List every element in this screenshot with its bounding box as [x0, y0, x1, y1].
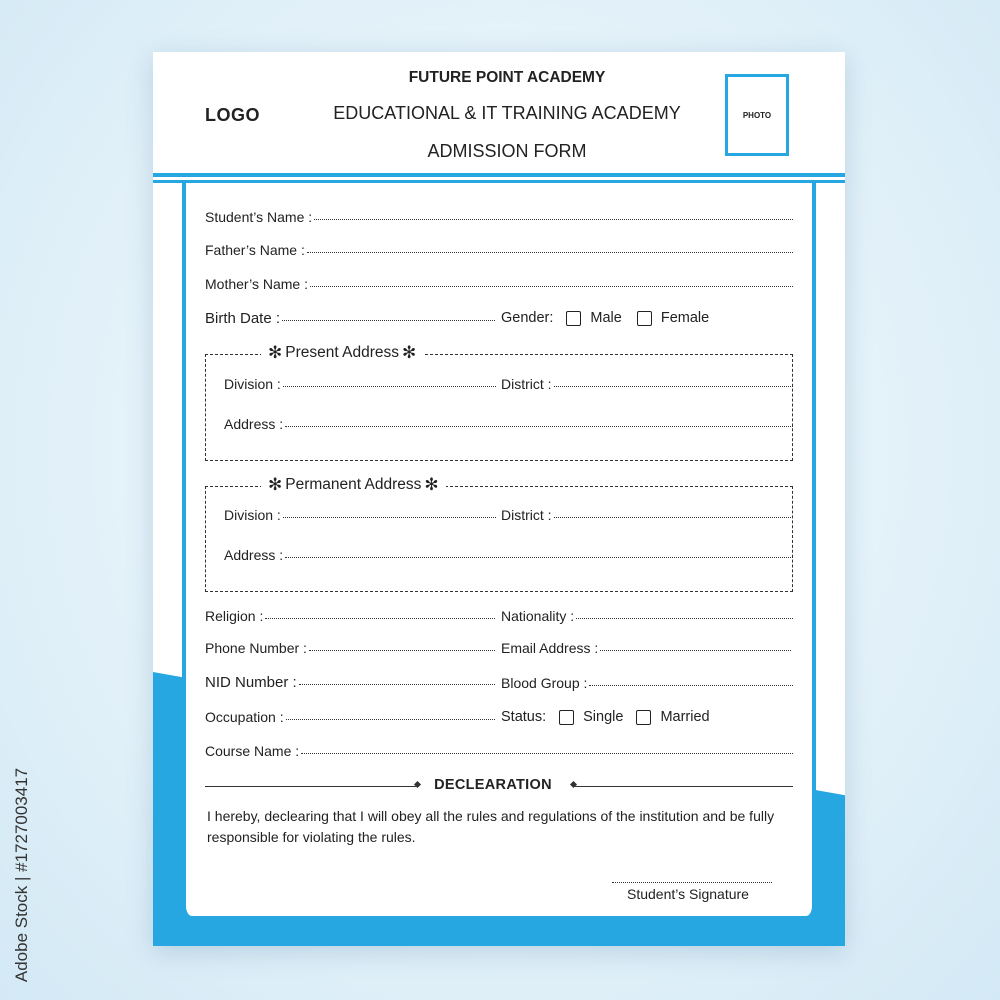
religion-label: Religion : [205, 608, 264, 624]
student-name-label: Student’s Name : [205, 209, 313, 225]
photo-label: PHOTO [742, 110, 772, 120]
present-division-label: Division : [224, 376, 281, 392]
academy-name: FUTURE POINT ACADEMY [408, 69, 606, 86]
permanent-address-title [261, 475, 446, 495]
permanent-address-label: Address : [224, 547, 284, 563]
signature-line[interactable] [612, 882, 772, 883]
occupation-field[interactable] [205, 709, 495, 725]
present-address-box [205, 343, 793, 461]
asterisk-icon: ✻ [401, 343, 417, 362]
permanent-address-box [205, 475, 793, 592]
asterisk-icon: ✻ [268, 475, 283, 494]
course-name-field[interactable] [205, 743, 793, 759]
birth-date-field[interactable] [205, 310, 495, 327]
mother-name-field[interactable] [205, 276, 793, 292]
asterisk-icon: ✻ [268, 343, 283, 362]
present-address-title-text: Present Address [285, 344, 399, 361]
male-checkbox[interactable] [566, 311, 581, 326]
status-label: Status: [501, 709, 547, 725]
religion-field[interactable] [205, 608, 495, 624]
birth-date-label: Birth Date : [205, 310, 281, 327]
married-option-label: Married [660, 709, 710, 725]
course-name-label: Course Name : [205, 743, 300, 759]
student-name-field[interactable] [205, 209, 793, 225]
permanent-address-field[interactable] [224, 547, 793, 563]
gender-label: Gender: [501, 310, 554, 326]
declaration-title: DECLEARATION [434, 777, 552, 793]
logo-placeholder: LOGO [205, 105, 260, 125]
declaration-text: I hereby, declearing that I will obey all the rules and regulations of the institution and be fully responsible for violating the rules. [207, 808, 775, 845]
present-division-field[interactable] [224, 376, 496, 392]
mother-name-label: Mother’s Name : [205, 276, 308, 292]
permanent-division-field[interactable] [224, 507, 496, 523]
blood-group-field[interactable] [501, 675, 793, 691]
permanent-address-title-text: Permanent Address [285, 476, 422, 493]
single-checkbox[interactable] [559, 710, 574, 725]
signature-label: Student’s Signature [627, 886, 749, 902]
nationality-label: Nationality : [501, 608, 575, 624]
nid-label: NID Number : [205, 674, 297, 691]
father-name-label: Father’s Name : [205, 242, 305, 258]
male-option-label: Male [590, 310, 622, 326]
declaration-divider-left [205, 786, 417, 787]
photo-box[interactable] [725, 74, 789, 156]
declaration-divider-right [575, 786, 793, 787]
phone-label: Phone Number : [205, 640, 307, 656]
asterisk-icon: ✻ [424, 475, 439, 494]
email-field[interactable] [501, 640, 791, 656]
admission-form-sheet [153, 52, 845, 946]
nationality-field[interactable] [501, 608, 793, 624]
present-district-label: District : [501, 376, 552, 392]
present-address-field[interactable] [224, 416, 793, 432]
academy-subtitle: EDUCATIONAL & IT TRAINING ACADEMY [333, 103, 681, 123]
present-address-label: Address : [224, 416, 284, 432]
permanent-district-field[interactable] [501, 507, 793, 523]
nid-field[interactable] [205, 674, 495, 691]
female-checkbox[interactable] [637, 311, 652, 326]
father-name-field[interactable] [205, 242, 793, 258]
phone-field[interactable] [205, 640, 495, 656]
stock-id-watermark [4, 760, 40, 990]
status-group [501, 709, 710, 725]
occupation-label: Occupation : [205, 709, 284, 725]
permanent-division-label: Division : [224, 507, 281, 523]
email-label: Email Address : [501, 640, 599, 656]
blood-group-label: Blood Group : [501, 675, 588, 691]
single-option-label: Single [583, 709, 624, 725]
married-checkbox[interactable] [636, 710, 651, 725]
gender-group [501, 310, 709, 326]
permanent-district-label: District : [501, 507, 552, 523]
form-title: ADMISSION FORM [427, 141, 587, 161]
stock-id-text: Adobe Stock | #1727003417 [12, 767, 31, 983]
present-address-title [261, 343, 423, 363]
female-option-label: Female [660, 310, 710, 326]
header-divider [153, 173, 845, 183]
present-district-field[interactable] [501, 376, 793, 392]
